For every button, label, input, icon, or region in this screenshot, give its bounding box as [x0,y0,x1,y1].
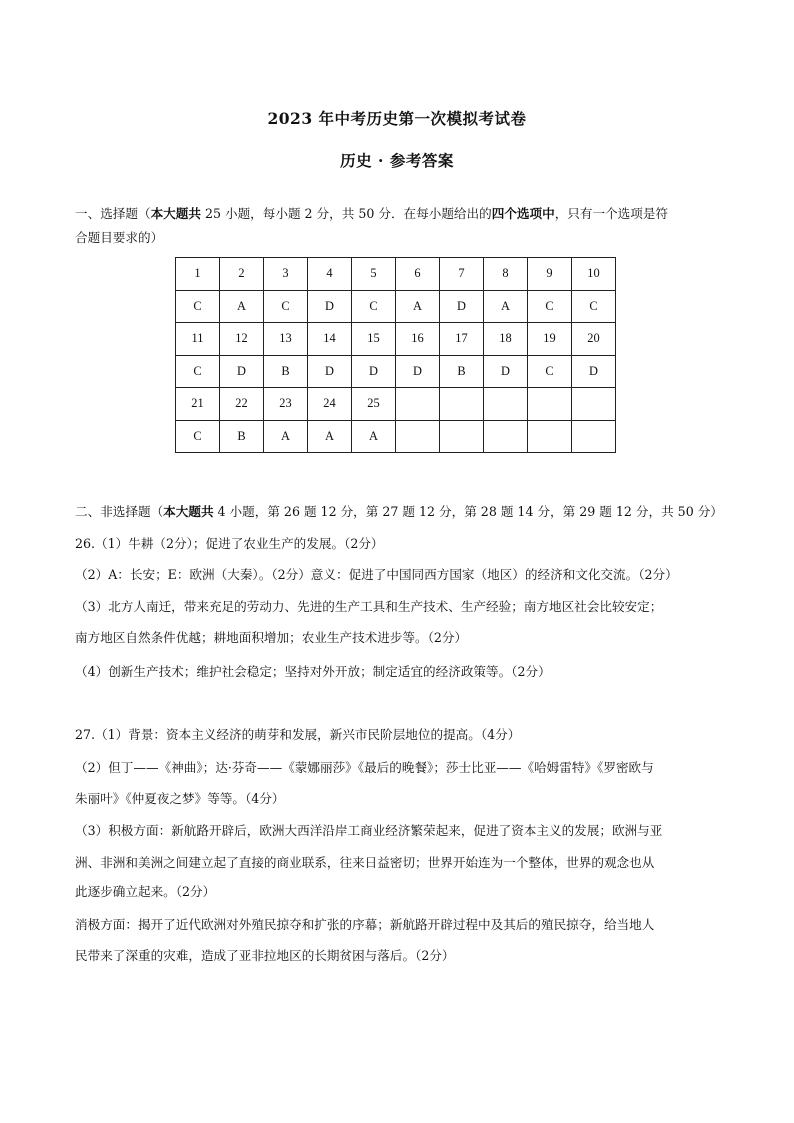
table-cell: 14 [308,323,352,356]
table-row [176,388,616,421]
table-cell: 12 [220,323,264,356]
table-cell: B [220,420,264,453]
table-cell [572,420,616,453]
q27-line-5: 洲、非洲和美洲之间建立起了直接的商业联系，往来日益密切；世界开始连为一个整体，世界的观念也从 [75,855,655,870]
section1-heading-bold: 本大题共 [150,206,201,221]
table-row [176,355,616,388]
section2-heading-bold: 本大题共 [163,504,214,519]
table-cell: 4 [308,258,352,291]
table-cell: 22 [220,388,264,421]
table-cell: A [308,420,352,453]
table-cell: 19 [528,323,572,356]
section1-heading [75,206,725,222]
table-row [176,258,616,291]
table-cell: C [352,290,396,323]
q26-line-4: 南方地区自然条件优越；耕地面积增加；农业生产技术进步等。（2分） [75,630,468,645]
table-cell: D [396,355,440,388]
table-cell: D [220,355,264,388]
table-cell: D [352,355,396,388]
table-cell [396,420,440,453]
table-cell: 15 [352,323,396,356]
table-cell [484,420,528,453]
table-cell: C [176,420,220,453]
table-cell: 20 [572,323,616,356]
table-cell: A [352,420,396,453]
table-cell: 2 [220,258,264,291]
table-cell: 10 [572,258,616,291]
answer-table [175,257,616,453]
table-cell: C [264,290,308,323]
table-cell [528,388,572,421]
q27-line-1: 27.（1）背景：资本主义经济的萌芽和发展，新兴市民阶层地位的提高。（4分） [75,727,521,742]
table-cell: B [264,355,308,388]
table-cell: 6 [396,258,440,291]
table-cell: 16 [396,323,440,356]
table-cell: 23 [264,388,308,421]
table-cell: 9 [528,258,572,291]
section2-heading [75,504,725,520]
q27-line-2: （2）但丁——《神曲》；达·芬奇——《蒙娜丽莎》《最后的晚餐》；莎士比亚——《哈姆雷特》《罗密欧与 [75,760,654,775]
table-cell: 21 [176,388,220,421]
table-cell [396,388,440,421]
table-cell [440,388,484,421]
table-cell [572,388,616,421]
table-cell: A [220,290,264,323]
table-cell: D [484,355,528,388]
q26-line-1: 26.（1）牛耕（2分）；促进了农业生产的发展。（2分） [75,536,384,551]
q27-line-8: 民带来了深重的灾难，造成了亚非拉地区的长期贫困与落后。（2分） [75,948,455,963]
section2-heading-tail: 4 小题，第 26 题 12 分，第 27 题 12 分，第 28 题 14 分，第 29 题 12 分，共 50 分） [213,504,723,519]
q27-line-7: 消极方面：揭开了近代欧洲对外殖民掠夺和扩张的序幕；新航路开辟过程中及其后的殖民掠夺，给当地人 [75,917,655,932]
table-cell: B [440,355,484,388]
table-cell: 24 [308,388,352,421]
table-cell: 11 [176,323,220,356]
table-cell: C [176,355,220,388]
table-cell [528,420,572,453]
q27-line-3: 朱丽叶》《仲夏夜之梦》等等。（4分） [75,791,285,806]
table-cell: 8 [484,258,528,291]
table-cell: 1 [176,258,220,291]
section1-heading-middle: 25 小题，每小题 2 分，共 50 分．在每小题给出的 [200,206,492,221]
table-row [176,290,616,323]
section1-heading-line2: 合题目要求的） [75,230,164,245]
table-cell: 7 [440,258,484,291]
q27-line-4: （3）积极方面：新航路开辟后，欧洲大西洋沿岸工商业经济繁荣起来，促进了资本主义的发展；欧洲与亚 [75,823,663,838]
q26-line-5: （4）创新生产技术；维护社会稳定；坚持对外开放；制定适宜的经济政策等。（2分） [75,664,551,679]
section2-heading-prefix: 二、非选择题（ [75,504,164,519]
table-cell: C [528,355,572,388]
table-cell: A [396,290,440,323]
table-cell: A [264,420,308,453]
table-cell: A [484,290,528,323]
section1-heading-tail: ，只有一个选项是符 [554,206,669,221]
section1-heading-bold2: 四个选项中 [491,206,555,221]
table-cell [484,388,528,421]
table-cell: 25 [352,388,396,421]
table-cell: 5 [352,258,396,291]
table-cell: 18 [484,323,528,356]
table-cell: D [572,355,616,388]
table-cell: 13 [264,323,308,356]
section1-heading-prefix: 一、选择题（ [75,206,151,221]
q26-line-3: （3）北方人南迁，带来充足的劳动力、先进的生产工具和生产技术、生产经验；南方地区社会比较安定； [75,599,663,614]
table-cell: C [572,290,616,323]
table-cell: D [308,290,352,323]
table-cell: 17 [440,323,484,356]
table-cell: D [308,355,352,388]
table-row [176,323,616,356]
table-cell: C [528,290,572,323]
page-title: 2023 年中考历史第一次模拟考试卷 [267,109,527,128]
page-subtitle: 历史 · 参考答案 [340,151,454,170]
table-row [176,420,616,453]
table-cell: D [440,290,484,323]
table-cell: 3 [264,258,308,291]
q27-line-6: 此逐步确立起来。（2分） [75,884,216,899]
q26-line-2: （2）A：长安；E：欧洲（大秦）。（2分）意义：促进了中国同西方国家（地区）的经济和文化交流。（2分） [75,567,678,582]
table-cell [440,420,484,453]
table-cell: C [176,290,220,323]
